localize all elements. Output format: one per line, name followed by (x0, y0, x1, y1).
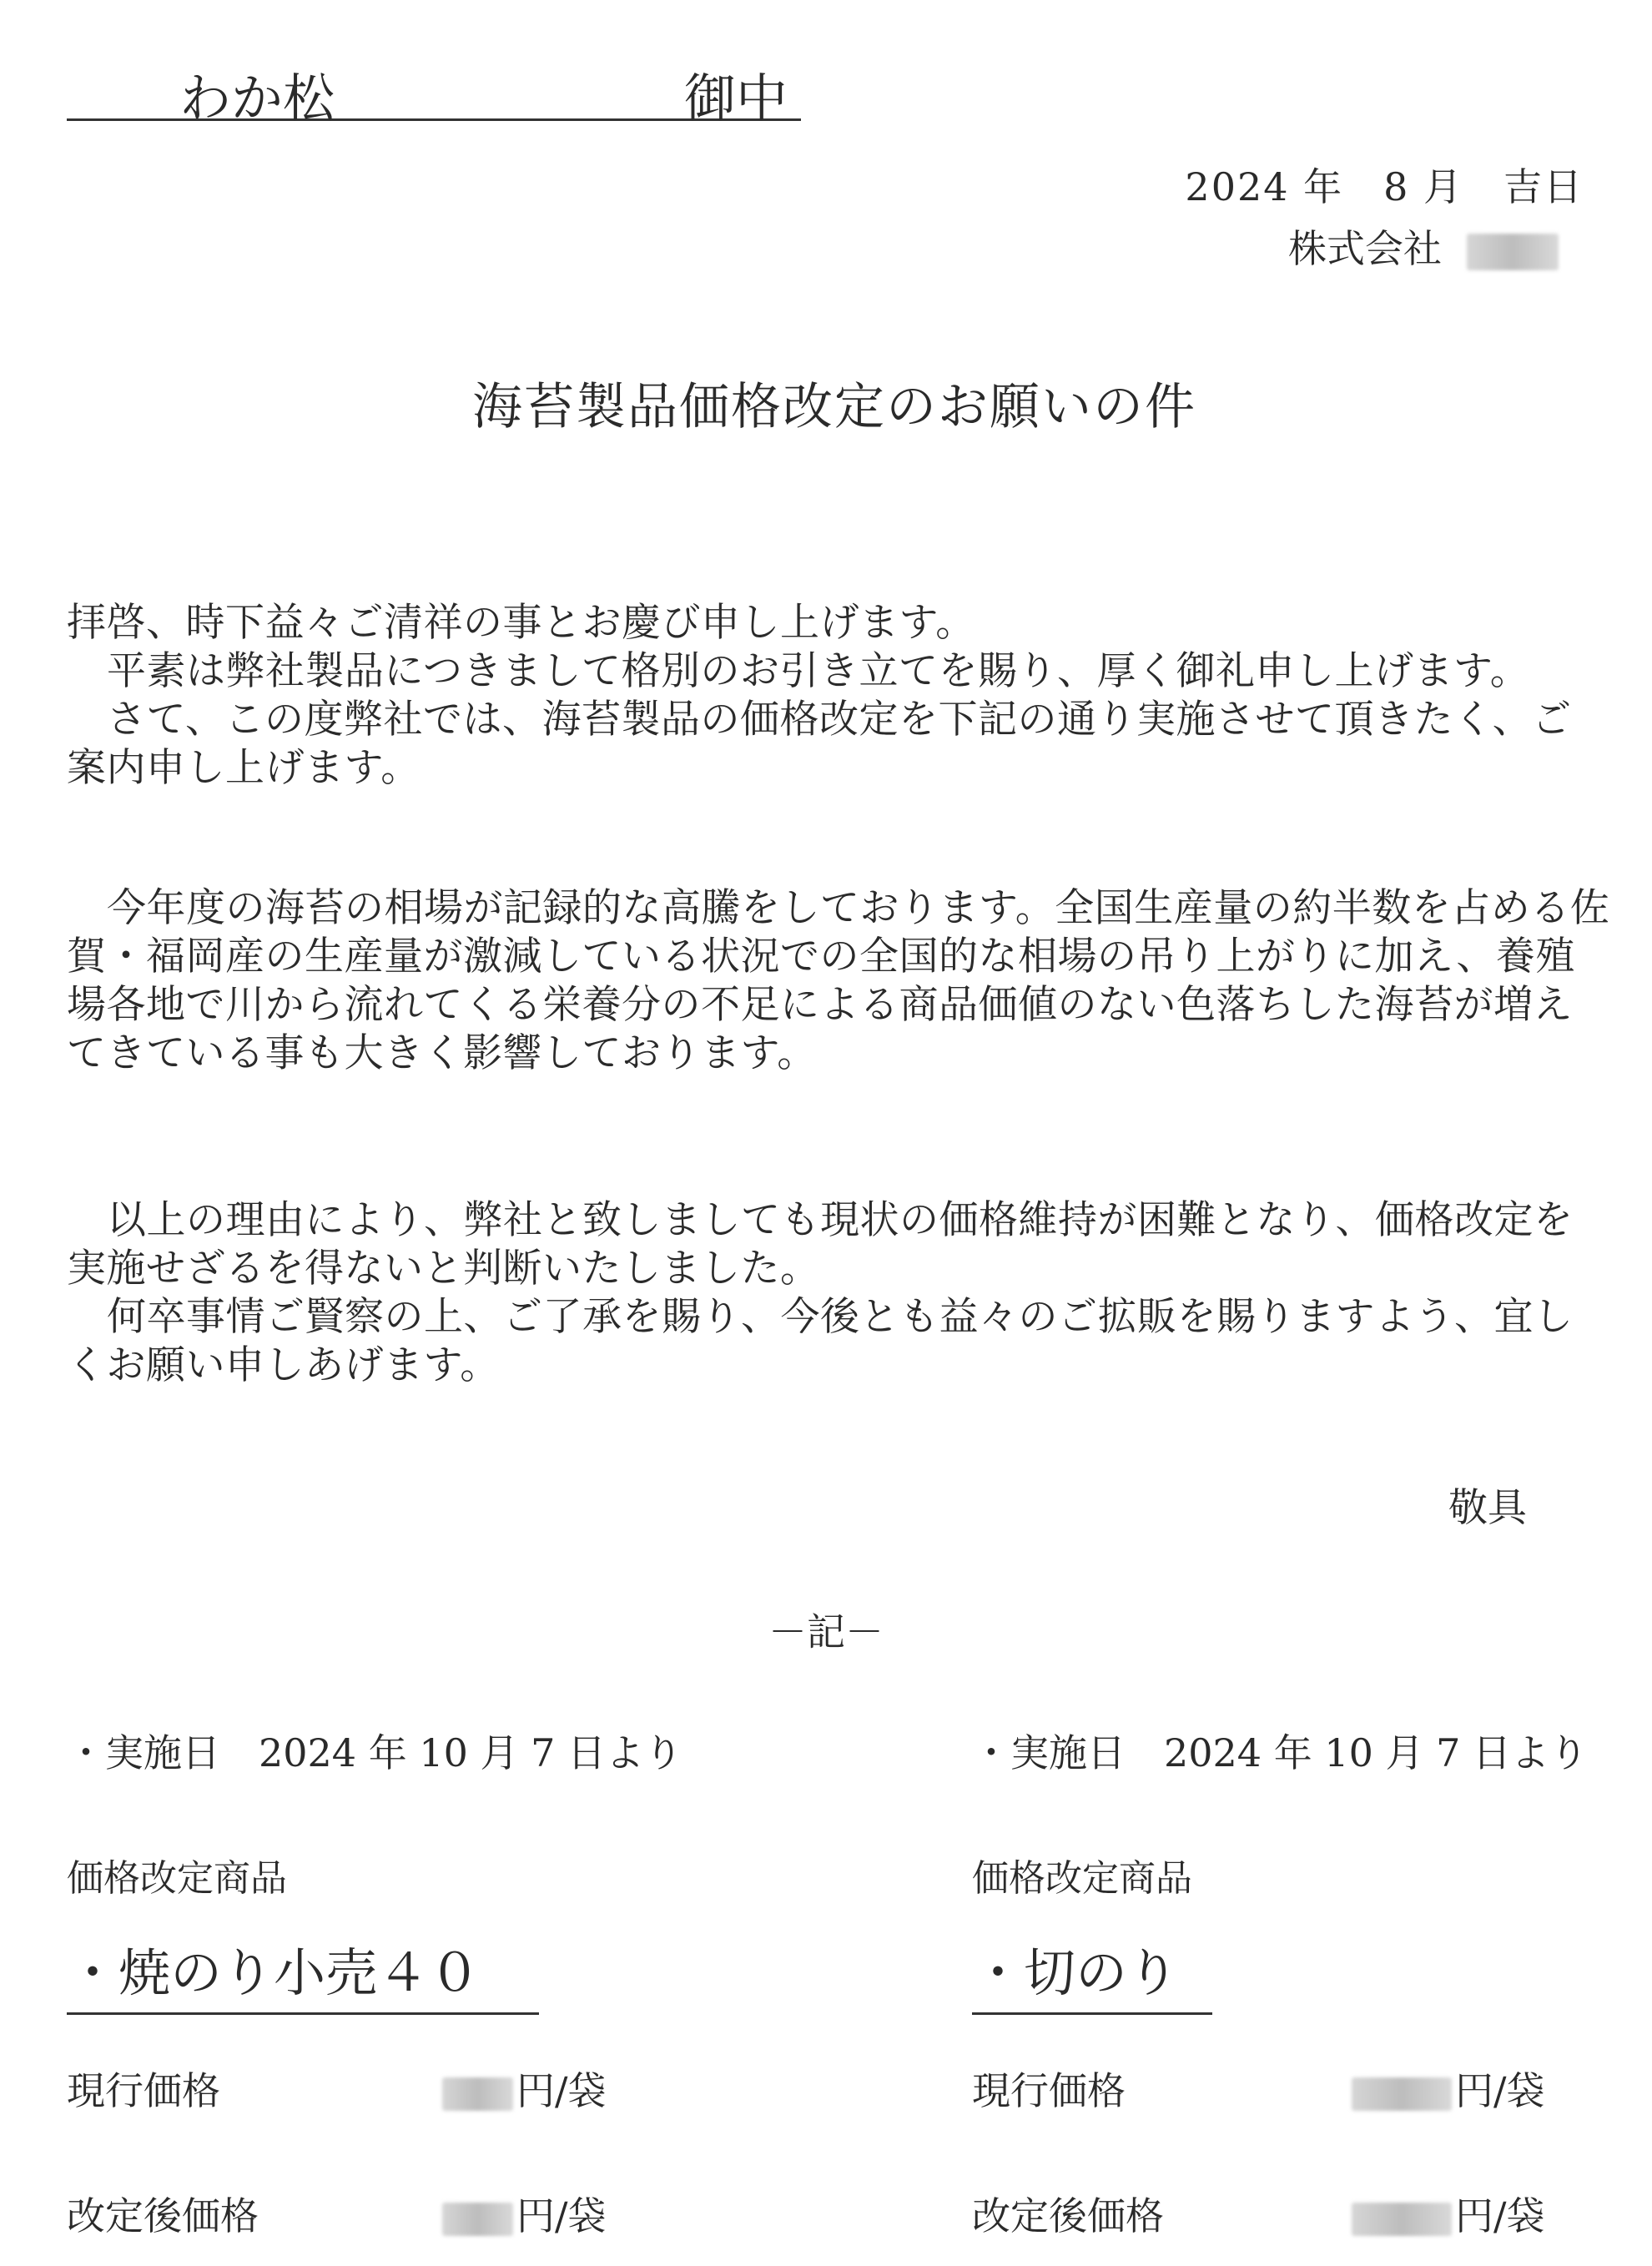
redacted-price (1352, 2077, 1452, 2111)
revised-price-value (442, 2186, 607, 2241)
current-price-label: 現行価格 (67, 2068, 220, 2113)
product-heading: 価格改定商品 (972, 1857, 1192, 1900)
redacted-price (442, 2203, 513, 2236)
letter-date: 2024 年 8 月 吉日 (1185, 164, 1584, 209)
effective-date: ・実施日 2024 年 10 月 7 日より (67, 1730, 682, 1775)
thanks-paragraph: 平素は弊社製品につきまして格別のお引き立てを賜り、厚く御礼申し上げます。 (107, 648, 1530, 694)
document-title: 海苔製品価格改定のお願いの件 (472, 378, 1196, 436)
redacted-price (442, 2077, 513, 2111)
revised-price-value (1352, 2186, 1545, 2241)
company-name (1288, 219, 1559, 274)
current-price-value (442, 2061, 607, 2116)
effective-date: ・実施日 2024 年 10 月 7 日より (972, 1730, 1588, 1775)
price-unit: 円/袋 (1455, 2068, 1545, 2113)
decision-paragraph: 以上の理由により、弊社と致しましても現状の価格維持が困難となり、価格改定を実施せざるを得ないと判断いたしました。 (67, 1197, 1574, 1292)
closing-keigu: 敬具 (1448, 1485, 1527, 1531)
redacted-company-name (1467, 234, 1559, 270)
addressee-honorific: 御中 (684, 68, 788, 128)
revised-price-label: 改定後価格 (67, 2193, 259, 2238)
current-price-value (1352, 2061, 1545, 2116)
announcement-paragraph: さて、この度弊社では、海苔製品の価格改定を下記の通り実施させて頂きたく、ご案内申し上げます。 (67, 697, 1572, 791)
product-name: ・切のり (972, 1931, 1212, 2015)
addressee-name: わか松 (179, 68, 335, 128)
greeting-paragraph: 拝啓、時下益々ご清祥の事とお慶び申し上げます。 (67, 600, 975, 646)
addressee-line (67, 48, 801, 128)
revised-price-label: 改定後価格 (972, 2193, 1164, 2238)
current-price-label: 現行価格 (972, 2068, 1126, 2113)
reason-paragraph: 今年度の海苔の相場が記録的な高騰をしております。全国生産量の約半数を占める佐賀・福岡産の生産量が激減している状況での全国的な相場の吊り上がりに加え、養殖場各地で川から流れてくる栄養分の不足による商品価値のない色落ちした海苔が増えてきている事も大きく影響しております。 (67, 885, 1610, 1076)
company-prefix: 株式会社 (1288, 226, 1442, 271)
price-unit: 円/袋 (516, 2068, 607, 2113)
request-paragraph: 何卒事情ご賢察の上、ご了承を賜り、今後とも益々のご拡販を賜りますよう、宜しくお願い申しあげます。 (67, 1294, 1574, 1388)
product-name: ・焼のり小売４０ (67, 1931, 539, 2015)
product-heading: 価格改定商品 (67, 1857, 287, 1900)
redacted-price (1352, 2203, 1452, 2236)
price-unit: 円/袋 (1455, 2193, 1545, 2238)
price-unit: 円/袋 (516, 2193, 607, 2238)
ki-heading: －記－ (768, 1609, 884, 1654)
